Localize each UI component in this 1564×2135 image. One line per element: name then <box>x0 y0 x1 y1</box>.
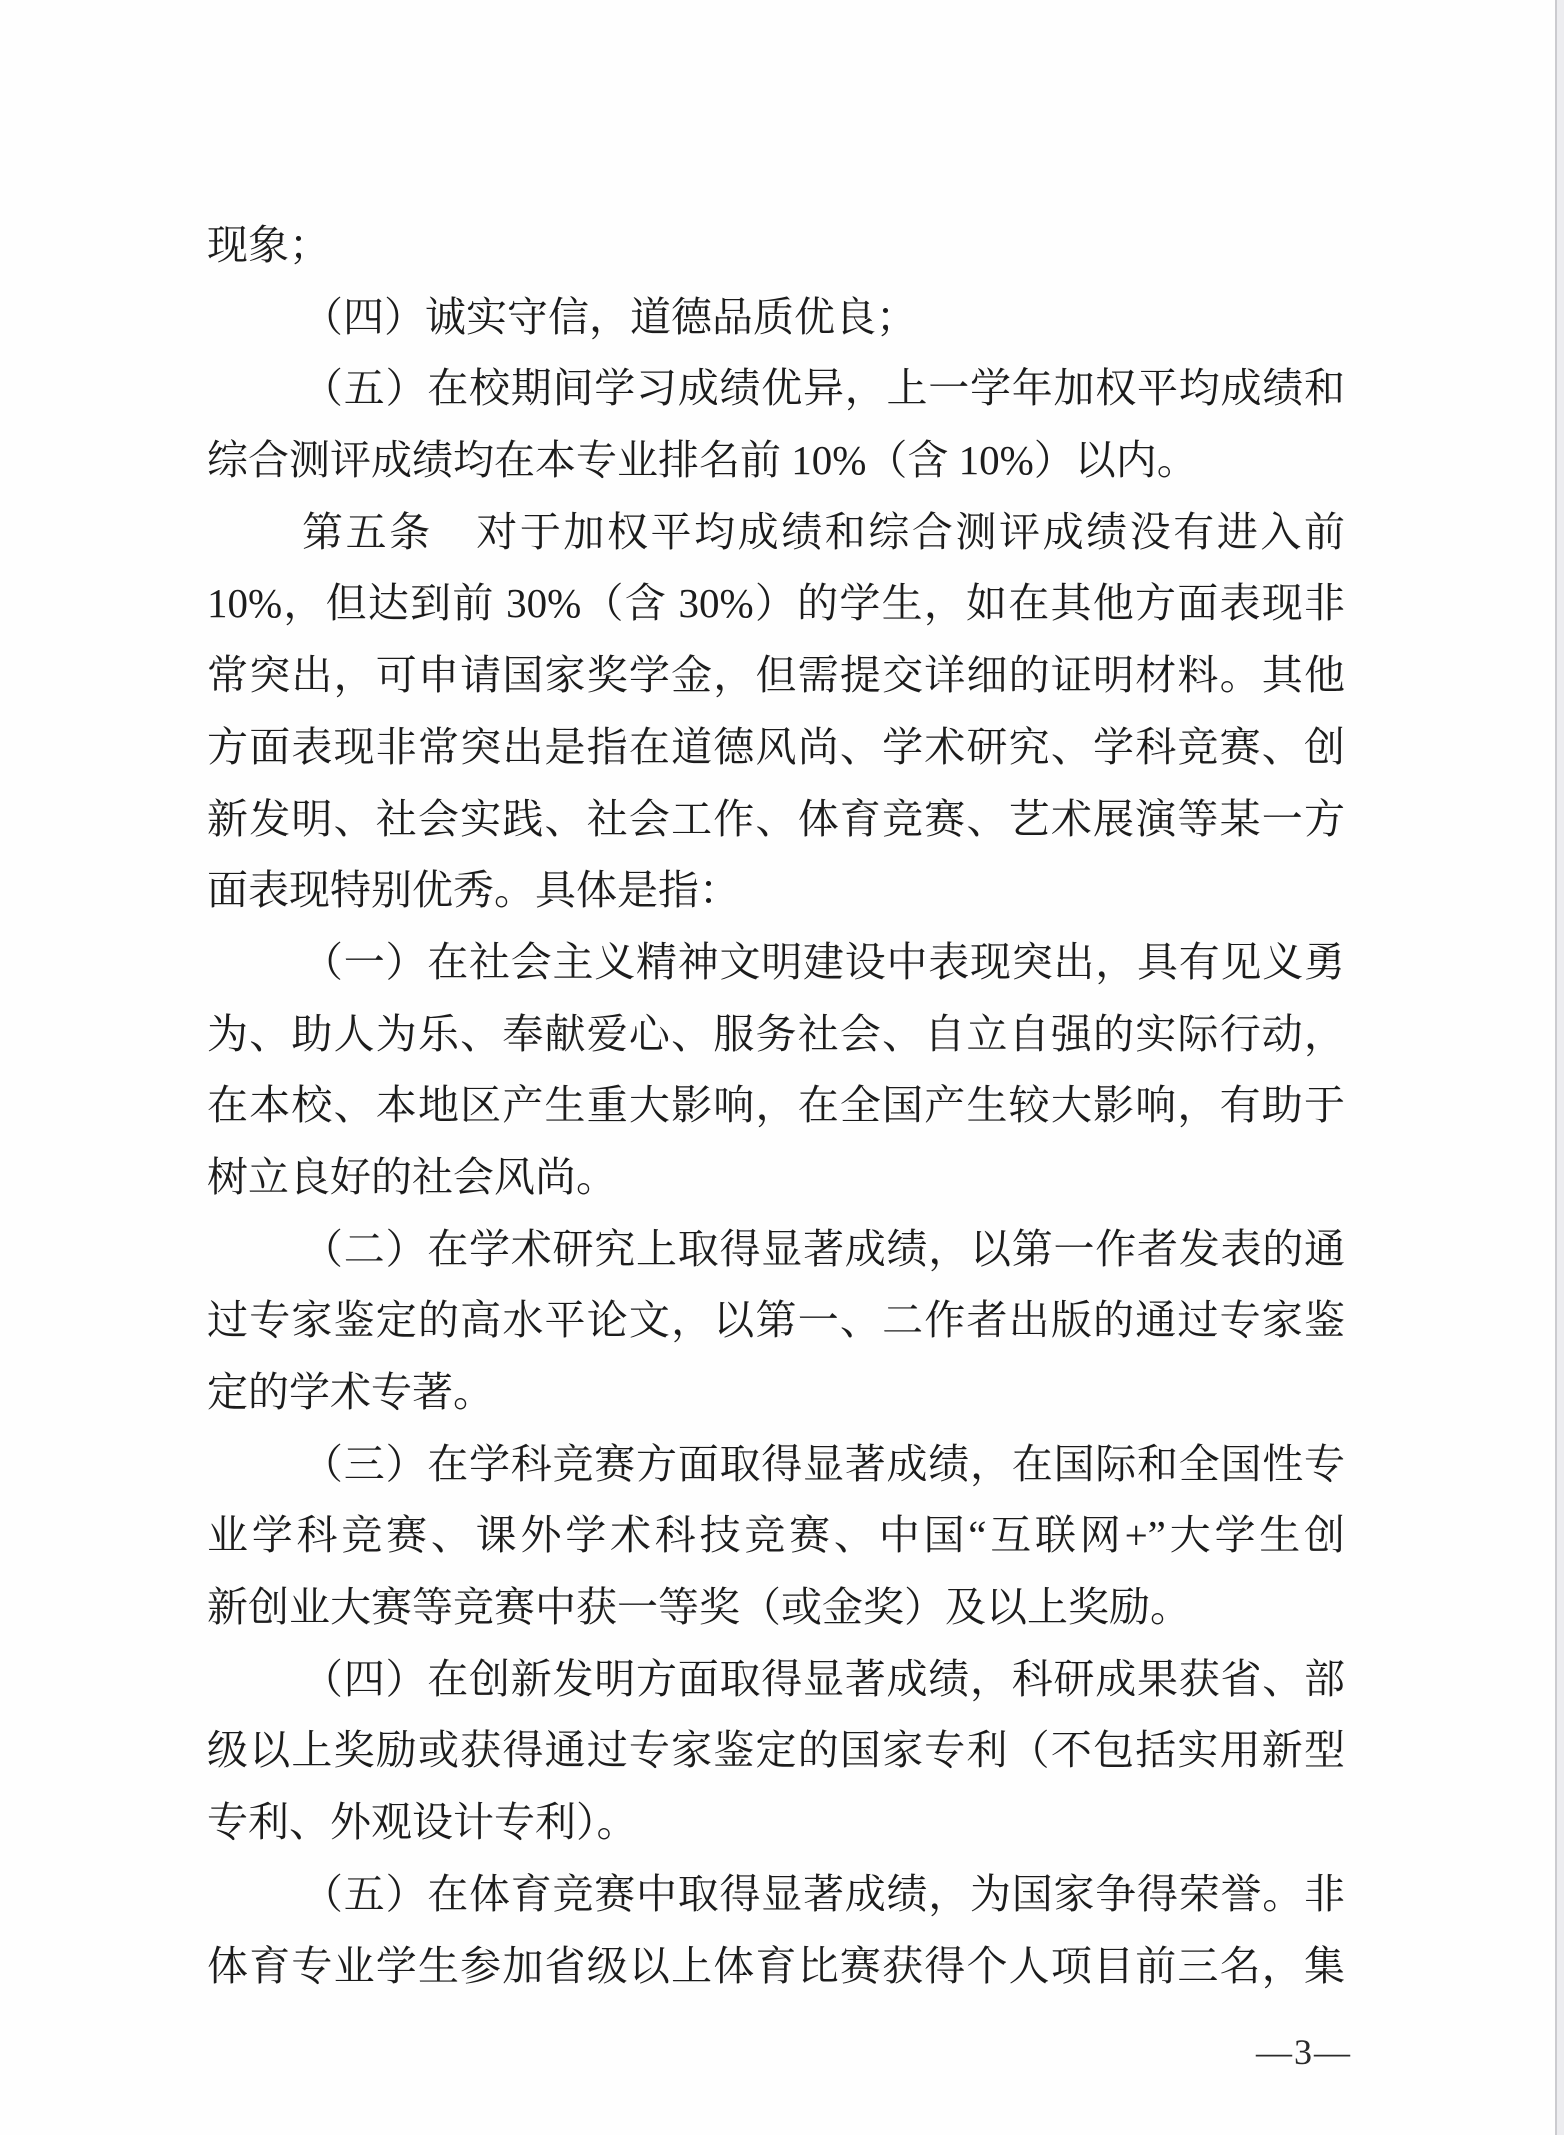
text-line: （五）在校期间学习成绩优异，上一学年加权平均成绩和 <box>302 365 1345 412</box>
text-line: （四）诚实守信，道德品质优良； <box>302 293 917 340</box>
text-line: 第五条 对于加权平均成绩和综合测评成绩没有进入前 <box>302 508 1345 555</box>
text-line: 综合测评成绩均在本专业排名前 10%（含 10%）以内。 <box>207 437 1198 484</box>
scrollbar-track[interactable] <box>1555 0 1564 2135</box>
text-line: 树立良好的社会风尚。 <box>207 1153 617 1200</box>
text-line: 体育专业学生参加省级以上体育比赛获得个人项目前三名，集 <box>207 1942 1345 1989</box>
document-text-block <box>207 210 1345 2002</box>
text-line: （二）在学术研究上取得显著成绩，以第一作者发表的通 <box>302 1225 1345 1272</box>
text-line: 在本校、本地区产生重大影响，在全国产生较大影响，有助于 <box>207 1082 1345 1129</box>
text-line: 级以上奖励或获得通过专家鉴定的国家专利（不包括实用新型 <box>207 1727 1345 1774</box>
text-line: （一）在社会主义精神文明建设中表现突出，具有见义勇 <box>302 938 1345 985</box>
page-number: —3— <box>1256 2032 1352 2072</box>
text-line: 专利、外观设计专利）。 <box>207 1799 638 1846</box>
text-line: （四）在创新发明方面取得显著成绩，科研成果获省、部 <box>302 1655 1345 1702</box>
text-line: 现象； <box>207 222 330 268</box>
text-line: （五）在体育竞赛中取得显著成绩，为国家争得荣誉。非 <box>302 1870 1345 1917</box>
text-line: 业学科竞赛、课外学术科技竞赛、中国“互联网+”大学生创 <box>207 1512 1345 1559</box>
text-line: （三）在学科竞赛方面取得显著成绩，在国际和全国性专 <box>302 1440 1345 1487</box>
text-line: 常突出，可申请国家奖学金，但需提交详细的证明材料。其他 <box>207 652 1345 699</box>
text-line: 过专家鉴定的高水平论文，以第一、二作者出版的通过专家鉴 <box>207 1297 1345 1344</box>
text-line: 新发明、社会实践、社会工作、体育竞赛、艺术展演等某一方 <box>207 795 1345 842</box>
text-line: 定的学术专著。 <box>207 1369 494 1415</box>
text-line: 10%，但达到前 30%（含 30%）的学生，如在其他方面表现非 <box>207 580 1345 627</box>
text-line: 为、助人为乐、奉献爱心、服务社会、自立自强的实际行动， <box>207 1010 1345 1057</box>
text-line: 方面表现非常突出是指在道德风尚、学术研究、学科竞赛、创 <box>207 723 1345 770</box>
text-line: 面表现特别优秀。具体是指： <box>207 867 740 914</box>
text-line: 新创业大赛等竞赛中获一等奖（或金奖）及以上奖励。 <box>207 1584 1191 1631</box>
